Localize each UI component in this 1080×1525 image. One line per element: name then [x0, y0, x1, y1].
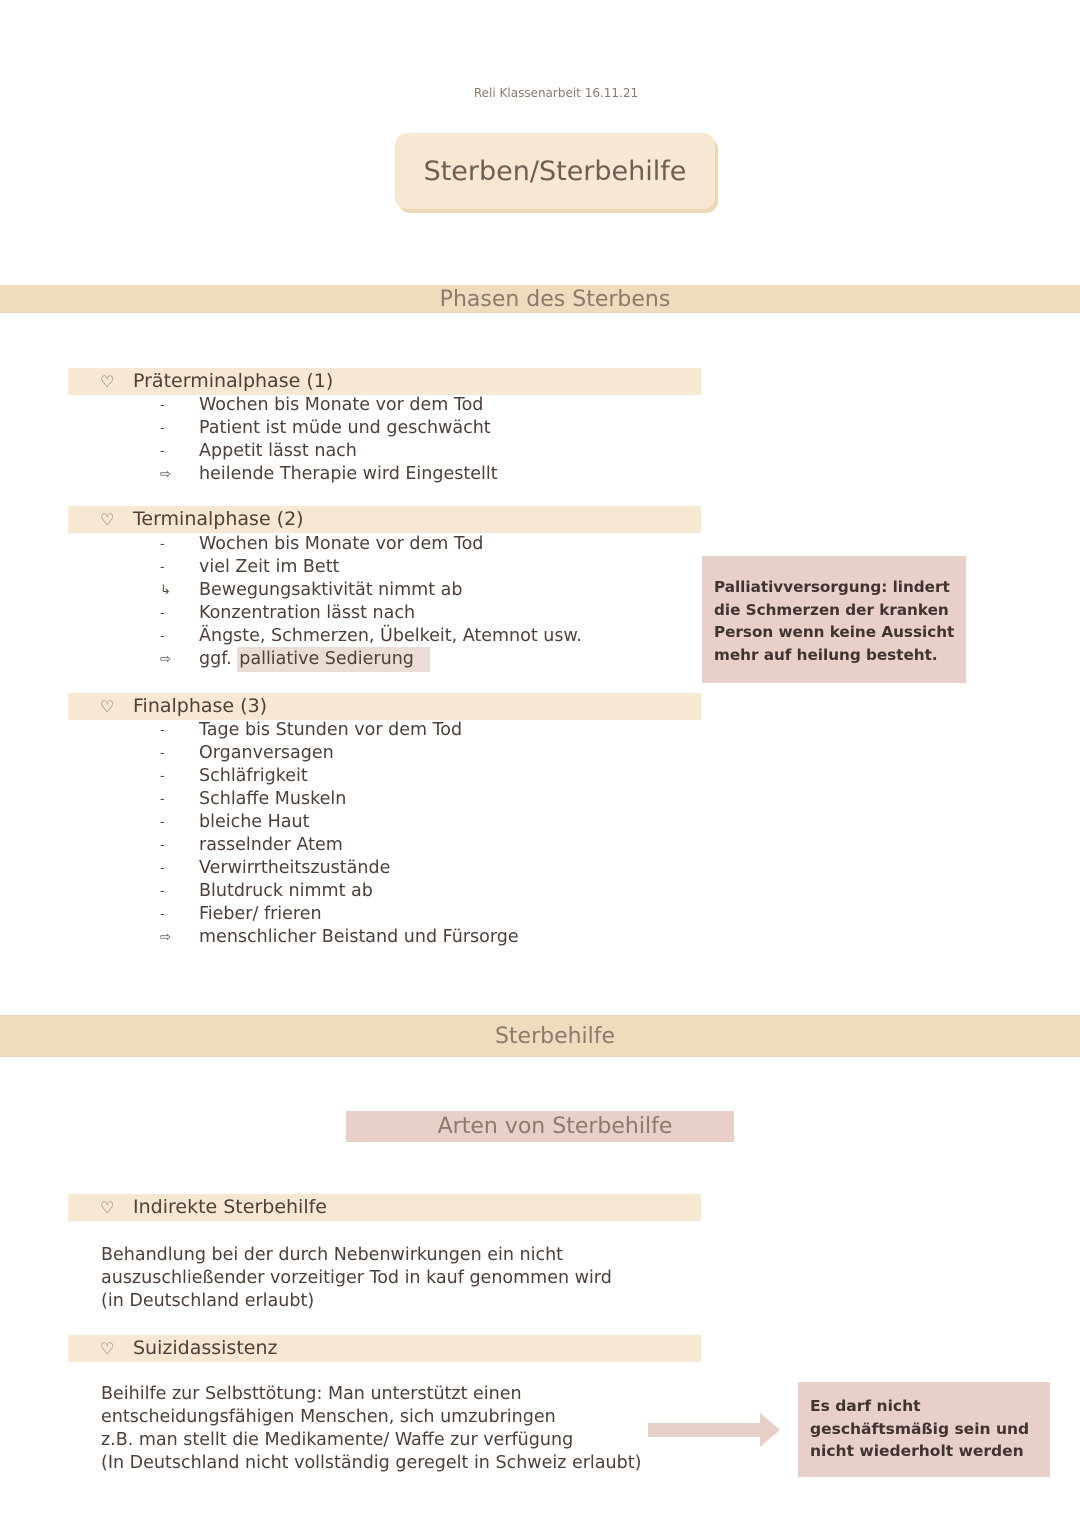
phase-heading-2 [68, 506, 701, 533]
phase-heading-text: Terminalphase (2) [133, 508, 304, 530]
heart-icon: ♡ [100, 1339, 115, 1358]
description-line: z.B. man stellt die Medikamente/ Waffe zur verfügung [101, 1430, 574, 1450]
bullet: - [160, 769, 165, 784]
type-heading-text: Suizidassistenz [133, 1337, 278, 1359]
note-line: Es darf nicht [810, 1397, 921, 1415]
list-item-text: Appetit lässt nach [199, 441, 357, 461]
bullet: - [160, 838, 165, 853]
list-item-text: Fieber/ frieren [199, 904, 322, 924]
note-line: Person wenn keine Aussicht [714, 623, 955, 641]
list-item-text: Wochen bis Monate vor dem Tod [199, 395, 484, 415]
document-subtitle: Reli Klassenarbeit 16.11.21 [473, 86, 639, 100]
list-item-text: Wochen bis Monate vor dem Tod [199, 534, 484, 554]
list-item-text: heilende Therapie wird Eingestellt [199, 464, 498, 484]
description-line: (In Deutschland nicht vollständig geregelt in Schweiz erlaubt) [101, 1453, 642, 1473]
page-title-text: Sterben/Sterbehilfe [423, 155, 687, 187]
bullet: - [160, 537, 165, 552]
list-item-text: bleiche Haut [199, 812, 310, 832]
list-item-text: Blutdruck nimmt ab [199, 881, 373, 901]
list-item-text: Patient ist müde und geschwächt [199, 418, 491, 438]
list-item-text: Schlaffe Muskeln [199, 789, 347, 809]
heart-icon: ♡ [100, 697, 115, 716]
bullet: - [160, 792, 165, 807]
phase-heading-3 [68, 693, 701, 720]
description-line: Behandlung bei der durch Nebenwirkungen ein nicht [101, 1245, 564, 1265]
list-item-text: Verwirrtheitszustände [199, 858, 391, 878]
list-item-text: Konzentration lässt nach [199, 603, 416, 623]
description-line: (in Deutschland erlaubt) [101, 1291, 315, 1311]
type-heading-indirekt [68, 1194, 701, 1221]
heart-icon: ♡ [100, 1198, 115, 1217]
page-title [395, 133, 715, 209]
sub-arrow-bullet: ↳ [160, 583, 171, 598]
bullet: - [160, 629, 165, 644]
palliative-note [702, 556, 966, 683]
phase-heading-text: Finalphase (3) [133, 695, 268, 717]
bullet: - [160, 907, 165, 922]
highlighted-term: palliative Sedierung [237, 647, 430, 672]
arrow-bullet: ⇨ [160, 467, 171, 482]
description-line: auszuschließender vorzeitiger Tod in kauf genommen wird [101, 1268, 612, 1288]
list-item-text: Bewegungsaktivität nimmt ab [199, 580, 463, 600]
bullet: - [160, 723, 165, 738]
bullet: - [160, 861, 165, 876]
arrow-bullet: ⇨ [160, 930, 171, 945]
heart-icon: ♡ [100, 372, 115, 391]
list-item-prefix: ggf. [199, 649, 232, 669]
type-description-suizidassistenz [101, 1383, 681, 1475]
list-item-text: Schläfrigkeit [199, 766, 308, 786]
list-item-text: rasselnder Atem [199, 835, 343, 855]
type-heading-suizidassistenz [68, 1335, 701, 1362]
list-item-text: Ängste, Schmerzen, Übelkeit, Atemnot usw. [199, 626, 582, 646]
description-line: Beihilfe zur Selbsttötung: Man unterstützt einen [101, 1384, 522, 1404]
list-item-text: menschlicher Beistand und Fürsorge [199, 927, 519, 947]
bullet: - [160, 560, 165, 575]
section-header-sterbehilfe: Sterbehilfe [0, 1015, 1080, 1057]
bullet: - [160, 815, 165, 830]
list-item-text: Organversagen [199, 743, 334, 763]
type-description-indirekt [101, 1244, 701, 1313]
note-line: mehr auf heilung besteht. [714, 645, 938, 664]
bullet: - [160, 421, 165, 436]
bullet: - [160, 444, 165, 459]
note-line: Palliativversorgung: lindert [714, 578, 950, 596]
type-heading-text: Indirekte Sterbehilfe [133, 1196, 327, 1218]
list-item-text [199, 648, 430, 671]
list-item-text: Tage bis Stunden vor dem Tod [199, 720, 463, 740]
note-line: die Schmerzen der kranken [714, 600, 949, 619]
phase-heading-1 [68, 368, 701, 395]
arrow-right-icon [648, 1411, 782, 1449]
section-header-phasen: Phasen des Sterbens [0, 285, 1080, 313]
note-line: nicht wiederholt werden [810, 1442, 1024, 1460]
heart-icon: ♡ [100, 510, 115, 529]
subsection-header-arten: Arten von Sterbehilfe [346, 1111, 734, 1142]
suizidassistenz-note [798, 1382, 1050, 1477]
list-item-text: viel Zeit im Bett [199, 557, 340, 577]
phase-heading-text: Präterminalphase (1) [133, 370, 334, 392]
bullet: - [160, 746, 165, 761]
bullet: - [160, 606, 165, 621]
description-line: entscheidungsfähigen Menschen, sich umzubringen [101, 1407, 556, 1427]
bullet: - [160, 884, 165, 899]
bullet: - [160, 398, 165, 413]
arrow-bullet: ⇨ [160, 652, 171, 667]
note-line: geschäftsmäßig sein und [810, 1419, 1030, 1438]
